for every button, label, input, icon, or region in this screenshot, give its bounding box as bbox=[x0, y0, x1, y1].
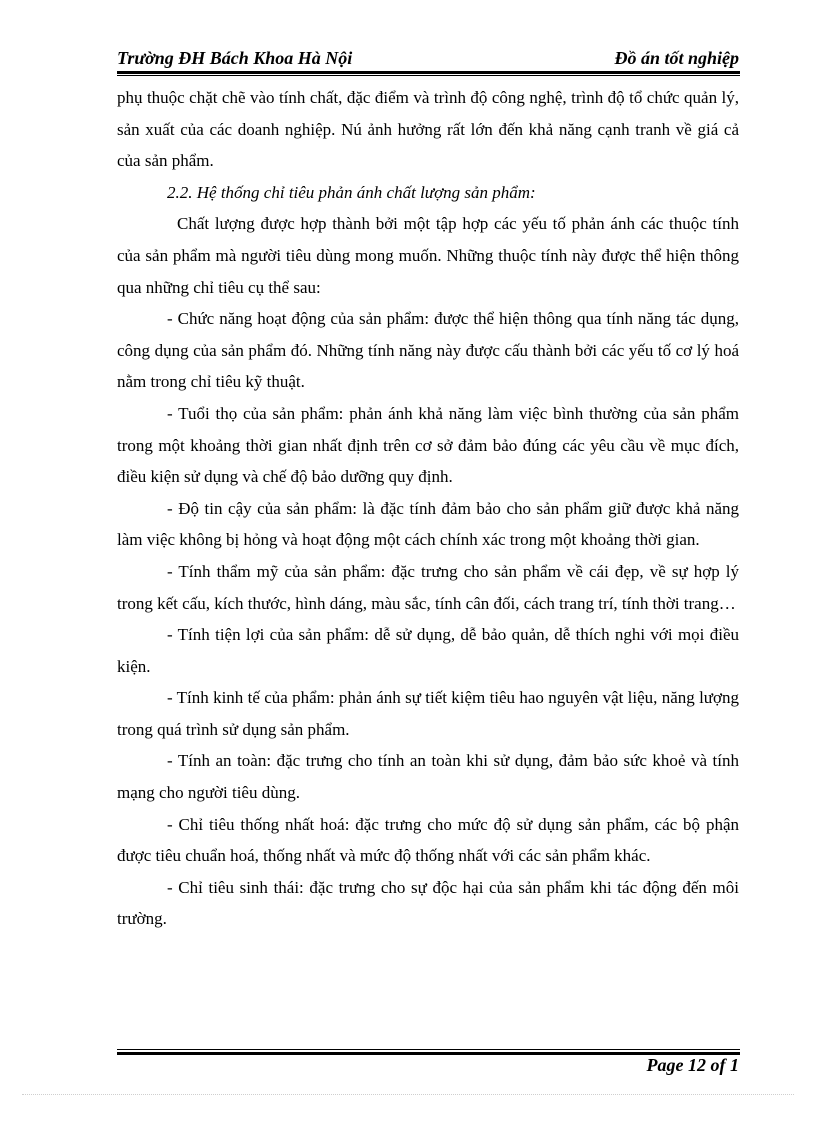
list-item-aesthetics: - Tính thẩm mỹ của sản phẩm: đặc trưng cho sản phẩm về cái đẹp, về sự hợp lý trong kết cấu, kích thước, hình dáng, màu sắc, tính cân đối, cách trang trí, tính thời trang… bbox=[117, 561, 739, 613]
header-rule bbox=[117, 71, 740, 74]
list-item-economy: - Tính kinh tế của phẩm: phản ánh sự tiết kiệm tiêu hao nguyên vật liệu, năng lượng trong quá trình sử dụng sản phẩm. bbox=[117, 688, 739, 739]
page-boundary bbox=[22, 1094, 794, 1095]
header-document-type: Đồ án tốt nghiệp bbox=[614, 48, 739, 68]
paragraph-continuation: phụ thuộc chặt chẽ vào tính chất, đặc điểm và trình độ công nghệ, trình độ tổ chức quản lý, sản xuất của các doanh nghiệp. Nú ảnh hưởng rất lớn đến khả năng cạnh tranh về giá cả của sản phẩm. bbox=[117, 88, 739, 171]
list-item-function: - Chức năng hoạt động của sản phẩm: được thể hiện thông qua tính năng tác dụng, công dụng của sản phẩm đó. Những tính năng này được cấu thành bởi các yếu tố cơ lý hoá nằm trong chỉ tiêu kỹ thuật. bbox=[117, 309, 739, 392]
page-header bbox=[117, 46, 739, 72]
page-body bbox=[117, 82, 739, 935]
header-rule-thin bbox=[117, 75, 740, 76]
page-number: Page 12 of 1 bbox=[646, 1055, 739, 1075]
list-item-lifespan: - Tuổi thọ của sản phẩm: phản ánh khả năng làm việc bình thường của sản phẩm trong một khoảng thời gian nhất định trên cơ sở đảm bảo đúng các yêu cầu về mục đích, điều kiện sử dụng và chế độ bảo dưỡng quy định. bbox=[117, 403, 739, 487]
footer-rule-thin bbox=[117, 1049, 740, 1050]
section-heading: 2.2. Hệ thống chỉ tiêu phản ánh chất lượng sản phẩm: bbox=[167, 182, 536, 202]
list-item-safety: - Tính an toàn: đặc trưng cho tính an toàn khi sử dụng, đảm bảo sức khoẻ và tính mạng cho người tiêu dùng. bbox=[117, 751, 739, 803]
list-item-reliability: - Độ tin cậy của sản phẩm: là đặc tính đảm bảo cho sản phẩm giữ được khả năng làm việc không bị hỏng và hoạt động một cách chính xác trong một khoảng thời gian. bbox=[117, 498, 739, 550]
list-item-ecology: - Chỉ tiêu sinh thái: đặc trưng cho sự độc hại của sản phẩm khi tác động đến môi trường. bbox=[117, 877, 739, 929]
header-university: Trường ĐH Bách Khoa Hà Nội bbox=[117, 48, 353, 68]
paragraph-intro: Chất lượng được hợp thành bởi một tập hợp các yếu tố phản ánh các thuộc tính của sản phẩm mà người tiêu dùng mong muốn. Những thuộc tính này được thể hiện thông qua những chỉ tiêu cụ thể sau: bbox=[117, 214, 739, 297]
list-item-convenience: - Tính tiện lợi của sản phẩm: dễ sử dụng, dễ bảo quản, dễ thích nghi với mọi điều kiện. bbox=[117, 625, 739, 676]
list-item-standardization: - Chỉ tiêu thống nhất hoá: đặc trưng cho mức độ sử dụng sản phẩm, các bộ phận được tiêu chuẩn hoá, thống nhất và mức độ thống nhất với các sản phẩm khác. bbox=[117, 814, 739, 866]
